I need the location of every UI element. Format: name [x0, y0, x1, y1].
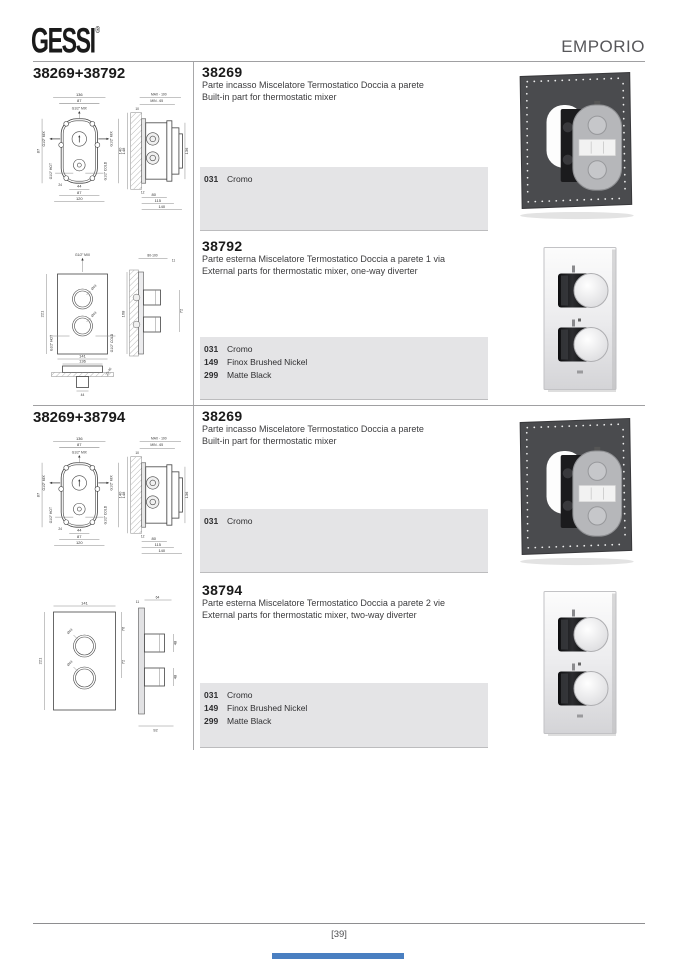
svg-text:G1/2" MIX: G1/2" MIX: [42, 475, 47, 491]
gessi-logo: [31, 20, 100, 61]
svg-text:72: 72: [120, 659, 126, 665]
finish-row: [204, 343, 488, 356]
bottom-view: [52, 359, 114, 398]
front-view: [36, 436, 123, 545]
svg-text:136: 136: [75, 92, 83, 98]
finish-row: [204, 715, 488, 728]
product-photo-38269-builtin: [510, 64, 652, 222]
svg-text:MIN - 65: MIN - 65: [150, 99, 164, 104]
product-description-en: External parts for thermostatic mixer, two-way diverter: [202, 609, 417, 620]
svg-text:G1/2" MIX: G1/2" MIX: [74, 253, 91, 257]
svg-text:80: 80: [151, 536, 156, 542]
svg-text:80: 80: [151, 192, 156, 198]
svg-text:140: 140: [158, 204, 166, 210]
svg-text:136: 136: [183, 147, 189, 155]
svg-text:12: 12: [140, 534, 145, 539]
svg-text:24: 24: [58, 183, 63, 188]
finish-code: 149: [204, 357, 219, 367]
finish-code: 299: [204, 716, 219, 726]
product-description-it: Parte esterna Miscelatore Termostatico Doccia a parete 1 via: [202, 254, 445, 264]
product-description-it: Parte incasso Miscelatore Termostatico Doccia a parete: [202, 424, 424, 434]
product-code: 38792: [202, 238, 243, 254]
svg-text:11: 11: [171, 258, 176, 263]
svg-text:87: 87: [77, 189, 82, 195]
svg-text:148: 148: [121, 491, 127, 499]
svg-text:Ø43: Ø43: [90, 283, 98, 291]
svg-text:MIN - 65: MIN - 65: [150, 443, 164, 448]
svg-text:48: 48: [172, 640, 178, 646]
svg-text:64: 64: [155, 595, 160, 600]
technical-drawing-38794-external: [33, 588, 191, 740]
combo-title-38269-38794: 38269+38794: [33, 409, 126, 426]
svg-text:G1/2" MIX: G1/2" MIX: [109, 131, 114, 147]
svg-text:11: 11: [135, 600, 140, 604]
svg-text:136: 136: [79, 358, 86, 364]
svg-text:44: 44: [80, 393, 85, 397]
svg-text:44: 44: [77, 527, 82, 533]
svg-text:MAX - 100: MAX - 100: [150, 92, 167, 97]
svg-text:25-40: 25-40: [104, 366, 113, 377]
side-view: [121, 93, 189, 210]
finish-code: 299: [204, 370, 219, 380]
finish-name: Cromo: [227, 516, 253, 526]
product-block-38794: [202, 582, 488, 621]
product-block-38269-b: [202, 408, 488, 447]
header-rule: [33, 61, 645, 62]
product-code: 38269: [202, 64, 243, 80]
svg-text:92: 92: [153, 727, 158, 733]
side-view: [136, 596, 178, 733]
svg-text:140: 140: [117, 491, 123, 499]
svg-text:G1/2" COLD: G1/2" COLD: [103, 161, 108, 181]
product-description-en: External parts for thermostatic mixer, one-way diverter: [202, 265, 418, 276]
side-view: [121, 254, 184, 357]
technical-drawing-38792-external: [33, 246, 191, 400]
finish-row: [204, 515, 488, 528]
svg-text:141: 141: [79, 353, 86, 359]
finish-box-38269-b: [200, 509, 488, 573]
svg-text:87: 87: [77, 442, 82, 448]
svg-text:10: 10: [135, 107, 140, 112]
svg-text:136: 136: [75, 436, 83, 442]
svg-text:G1/2" COLD: G1/2" COLD: [103, 505, 108, 525]
finish-code: 031: [204, 344, 219, 354]
finish-code: 149: [204, 703, 219, 713]
svg-text:80-100: 80-100: [147, 253, 158, 258]
collection-title: EMPORIO: [561, 37, 645, 56]
side-view: [121, 437, 189, 554]
combo-title-38269-38792: 38269+38792: [33, 65, 126, 82]
finish-box-38269-a: [200, 167, 488, 231]
front-view: [38, 601, 126, 711]
finish-code: 031: [204, 174, 219, 184]
svg-text:221: 221: [37, 657, 43, 665]
finish-code: 031: [204, 516, 219, 526]
finish-name: Cromo: [227, 690, 253, 700]
product-block-38792: [202, 238, 488, 277]
finish-row: [204, 689, 488, 702]
finish-row: [204, 369, 488, 382]
finish-name: Matte Black: [227, 716, 272, 726]
finish-box-38794: [200, 683, 488, 748]
svg-text:MAX - 100: MAX - 100: [150, 436, 167, 441]
svg-text:48: 48: [172, 674, 178, 680]
product-photo-38794-trim: [528, 586, 640, 742]
svg-text:Ø43: Ø43: [66, 659, 74, 667]
svg-text:G1/2" COLD: G1/2" COLD: [110, 333, 114, 353]
svg-text:87: 87: [35, 148, 41, 154]
svg-text:G1/2" HOT: G1/2" HOT: [49, 162, 54, 180]
product-block-38269-a: [202, 64, 488, 103]
product-description-en: Built-in part for thermostatic mixer: [202, 435, 337, 446]
svg-text:87: 87: [77, 98, 82, 104]
svg-text:12: 12: [140, 190, 145, 195]
product-code: 38269: [202, 408, 243, 424]
svg-text:24: 24: [58, 527, 63, 532]
svg-text:136: 136: [183, 491, 189, 499]
svg-text:72: 72: [178, 308, 184, 314]
svg-text:120: 120: [75, 539, 83, 545]
finish-row: [204, 356, 488, 369]
finish-name: Finox Brushed Nickel: [227, 357, 308, 367]
svg-text:G1/2" MIX: G1/2" MIX: [71, 106, 87, 111]
svg-text:G1/2" MIX: G1/2" MIX: [42, 131, 47, 147]
svg-text:G1/2" HOT: G1/2" HOT: [49, 334, 54, 352]
svg-text:141: 141: [81, 600, 88, 606]
finish-row: [204, 173, 488, 186]
svg-text:10: 10: [135, 451, 140, 456]
front-view: [40, 253, 116, 359]
svg-text:140: 140: [117, 147, 123, 155]
footer-rule: [33, 923, 645, 924]
svg-text:140: 140: [158, 548, 166, 554]
svg-text:Ø43: Ø43: [66, 627, 74, 635]
group-divider: [33, 405, 645, 406]
finish-name: Matte Black: [227, 370, 272, 380]
page-number: [39]: [331, 929, 347, 940]
technical-drawing-38269-builtin: [33, 84, 191, 222]
technical-drawing-38269-builtin-repeat: [33, 428, 191, 566]
svg-text:G1/2" MIX: G1/2" MIX: [109, 475, 114, 491]
svg-text:87: 87: [35, 492, 41, 498]
svg-text:148: 148: [121, 147, 127, 155]
product-photo-38269-builtin-repeat: [510, 410, 652, 568]
product-description-en: Built-in part for thermostatic mixer: [202, 91, 337, 102]
finish-code: 031: [204, 690, 219, 700]
registered-mark: ®: [95, 24, 100, 36]
column-divider: [193, 62, 194, 750]
svg-text:221: 221: [39, 310, 45, 318]
finish-name: Finox Brushed Nickel: [227, 703, 308, 713]
svg-text:Ø43: Ø43: [90, 310, 98, 318]
svg-text:G1/2" HOT: G1/2" HOT: [49, 506, 54, 524]
finish-name: Cromo: [227, 344, 253, 354]
svg-text:115: 115: [154, 542, 161, 548]
svg-text:87: 87: [77, 533, 82, 539]
gessi-logo-text: GESSI: [31, 20, 95, 60]
svg-text:76: 76: [120, 626, 126, 632]
product-description-it: Parte esterna Miscelatore Termostatico Doccia a parete 2 vie: [202, 598, 445, 608]
svg-text:G1/2" MIX: G1/2" MIX: [71, 450, 87, 455]
svg-text:120: 120: [75, 195, 83, 201]
product-code: 38794: [202, 582, 243, 598]
product-description-it: Parte incasso Miscelatore Termostatico Doccia a parete: [202, 80, 424, 90]
finish-name: Cromo: [227, 174, 253, 184]
svg-text:168: 168: [120, 310, 126, 318]
finish-row: [204, 702, 488, 715]
svg-text:44: 44: [77, 183, 82, 189]
front-view: [36, 92, 123, 201]
svg-text:115: 115: [154, 198, 161, 204]
product-photo-38792-trim: [528, 242, 640, 398]
finish-box-38792: [200, 337, 488, 400]
bottom-accent-bar: [272, 953, 404, 959]
